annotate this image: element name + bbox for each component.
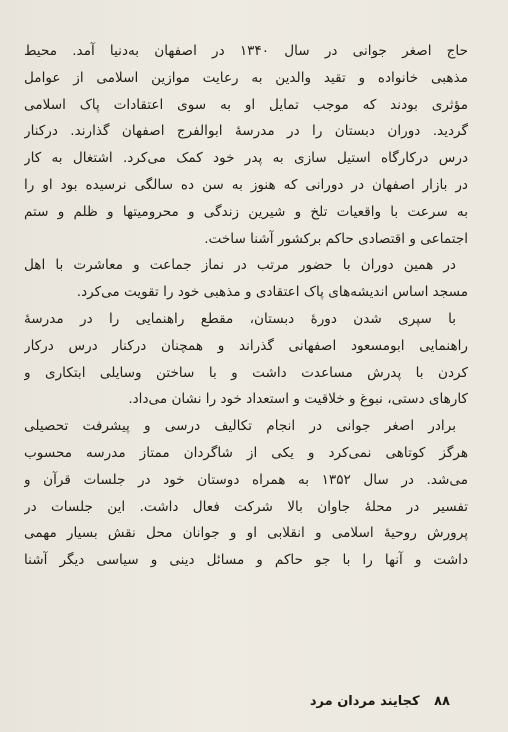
text-line: حاج اصغر جوانی در سال ۱۳۴۰ در اصفهان به‌دنیا آمد. محیط <box>24 43 468 59</box>
page-number: ۸۸ <box>434 694 450 709</box>
text-line: مسجد اساس اندیشه‌های پاک اعتقادی و مذهبی خود را تقویت می‌کرد. <box>76 284 468 301</box>
text-line: تفسیر در محلهٔ جاوان بالا شرکت فعال داشت. این جلسات در <box>24 498 468 515</box>
text-line: درس درکارگاه استیل سازی به پدر خود کمک می‌کرد. اشتغال به کار <box>24 150 468 167</box>
text-line: کردن با پدرش مساعدت داشت و با ساختن وسایلی ابتکاری و <box>24 364 468 381</box>
text-line: داشت و آنها را با جو حاکم و مسائل دینی و سیاسی دیگر آشنا <box>24 552 468 569</box>
text-line: اجتماعی و اقتصادی حاکم برکشور آشنا ساخت. <box>204 230 468 247</box>
text-line: مؤثری بودند که موجب تمایل او به سوی اعتقادات پاک اسلامی <box>24 96 468 113</box>
text-line: راهنمایی ابومسعود اصفهانی گذراند و همچنان درکنار درس درکار <box>24 337 468 354</box>
text-line: پرورش روحیهٔ اسلامی و انقلابی او و جوانان محل نقش بسیار مهمی <box>24 525 468 542</box>
text-line: مذهبی خانواده و تقید والدین به رعایت موازین اسلامی از عوامل <box>24 69 468 86</box>
text-line: کارهای دستی، نبوغ و خلاقیت و استعداد خود را نشان می‌داد. <box>128 391 468 408</box>
text-line: برادر اصغر جوانی در انجام تکالیف درسی و پیشرفت تحصیلی <box>24 418 456 435</box>
text-line: گردید. دوران دبستان را در مدرسهٔ ابوالفرج اصفهان گذارند. درکنار <box>24 123 468 140</box>
text-line: در بازار اصفهان در دورانی که هنوز به سن ده سالگی نرسیده بود او را <box>24 176 468 193</box>
text-line: در همین دوران با حضور مرتب در نماز جماعت و معاشرت با اهل <box>24 257 456 274</box>
text-line: با سپری شدن دورهٔ دبستان، مقطع راهنمایی را در مدرسهٔ <box>24 310 456 327</box>
text-line: هرگز کوتاهی نمی‌کرد و یکی از شاگردان ممتاز مدرسه محسوب <box>24 444 468 461</box>
body-text <box>24 38 468 574</box>
book-title: کجایند مردان مرد <box>309 694 420 709</box>
text-line: به سرعت با واقعیات تلخ و شیرین زندگی و محرومیتها و ظلم و ستم <box>24 203 468 220</box>
text-line: می‌شد. در سال ۱۳۵۲ به همراه دوستان خود در جلسات قرآن و <box>24 471 468 488</box>
page-footer <box>310 690 450 714</box>
